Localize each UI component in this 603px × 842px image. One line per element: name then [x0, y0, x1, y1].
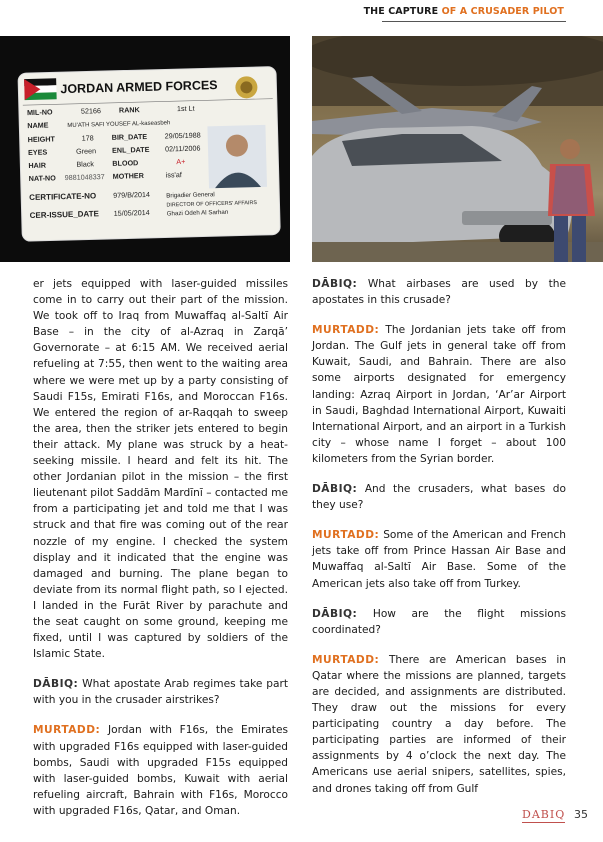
answer-label: MURTADD: — [33, 724, 101, 737]
answer-label: MURTADD: — [312, 324, 380, 337]
card-label-rank: RANK — [118, 105, 140, 115]
card-certificate: 979/B/2014 — [113, 189, 151, 200]
question-label: DĀBIQ: — [33, 678, 79, 691]
card-height: 178 — [81, 133, 94, 143]
running-header — [364, 6, 564, 17]
question-text: What apostate Arab regimes take part with you in the crusader airstrikes? — [33, 678, 288, 707]
answer-block — [312, 652, 566, 797]
answer-block — [312, 527, 566, 591]
id-portrait — [207, 125, 267, 188]
question-text: And the crusaders, what bases do they use? — [312, 483, 566, 512]
card-label-hair: HAIR — [28, 160, 47, 171]
card-blood: A+ — [176, 156, 186, 167]
card-signatory-name: Ghazi Odeh Al Sarhan — [166, 208, 229, 218]
card-name: MU'ATH SAFI YOUSEF AL-kaseasbeh — [67, 120, 171, 130]
answer-block — [33, 722, 288, 819]
pilot-photo-illustration — [312, 36, 603, 262]
card-mother: iss'af — [165, 170, 182, 180]
header-rule — [382, 21, 566, 22]
card-issue-date: 15/05/2014 — [113, 207, 150, 218]
card-label-eyes: EYES — [27, 147, 48, 158]
header-title-accent: OF A CRUSADER PILOT — [441, 6, 564, 17]
interview-paragraph: er jets equipped with laser-guided missiles come in to carry out their part of the mission. We took off to Iraq from Muwaffaq al-Saltī Air Base – in the city of al-Azraq in Zarqā’ Governorate – at 6:15 AM. We received aerial refueling at 7:55, then went to the waiting area where we were met up by a party consisting of Saudi F15s, Emirati F16s, and Moroccan F16s. We entered the region of ar-Raqqah to sweep the area, then the striker jets entered to begin their attack. My plane was struck by a heat-seeking missile. I heard and felt its hit. The other Jordanian pilot in the mission – the first lieutenant pilot Saddām Mardīnī – contacted me from a participating jet and told me that I was struck and that fire was coming out of the rear nozzle of my engine. I checked the system display and it indicated that the engine was damaged and burning. The plane began to deviate from its normal flight path, so I ejected. I landed in the Furāt River by parachute and the seat caught on some ground, keeping me fixed, until I was captured by soldiers of the Islamic State. — [33, 278, 288, 661]
question-block — [312, 276, 566, 308]
left-text-column — [33, 276, 288, 833]
card-signatory-role: DIRECTOR OF OFFICERS' AFFAIRS — [166, 200, 258, 209]
card-label-height: HEIGHT — [27, 134, 55, 145]
card-label-name: NAME — [27, 120, 49, 131]
card-org: JORDAN ARMED FORCES — [60, 78, 218, 97]
card-bir-date: 29/05/1988 — [164, 130, 201, 141]
card-hair: Black — [76, 159, 95, 169]
question-label: DĀBIQ: — [312, 607, 358, 620]
card-eyes: Green — [75, 146, 97, 156]
page-number: 35 — [574, 808, 588, 821]
card-enl-date: 02/11/2006 — [164, 143, 201, 154]
question-block — [312, 481, 566, 513]
id-card-illustration — [0, 36, 290, 262]
card-mil-no: 52166 — [80, 106, 102, 116]
jordan-flag-icon — [24, 78, 57, 100]
answer-text: Jordan with F16s, the Emirates with upgraded F16s equipped with laser-guided bombs, Saudi with upgraded F15s equipped with laser-guided bombs, Kuwait with aerial refueling aircraft, Bahrain with F16s, Morocco with upgraded F16s, Qatar, and Oman. — [33, 724, 288, 817]
answer-label: MURTADD: — [312, 653, 380, 666]
card-signatory-title: Brigadier General — [166, 191, 215, 200]
right-text-column — [312, 276, 566, 811]
card-label-issue-date: CER-ISSUE_DATE — [29, 209, 99, 221]
header-title: THE CAPTURE — [363, 6, 442, 17]
card-label-mother: MOTHER — [112, 171, 144, 181]
answer-text: The Jordanian jets take off from Jordan. The Gulf jets in general take off from Kuwait, Saudi, and Bahrain. There are also some airports designated for emergency landing: Azraq Airport in Jordan, ‘Ar’ar Airport in Saudi, Baghdad International Airport, Kuwaiti International Airport, and an airport in a Turkish city – whose name I forget – about 100 kilometers from the Syrian border. — [312, 324, 566, 465]
card-label-mil-no: MIL-NO — [26, 107, 53, 118]
id-card-photo — [0, 36, 290, 262]
question-block — [312, 606, 566, 638]
card-nat-no: 9881048337 — [64, 172, 105, 183]
answer-label: MURTADD: — [312, 529, 380, 542]
answer-text: Some of the American and French jets take off from Prince Hassan Air Base and Muwaffaq al-Saltī Air Base. Some of the American jets also take off from Turkey. — [312, 529, 566, 590]
question-label: DĀBIQ: — [312, 483, 358, 496]
car — [312, 126, 572, 254]
answer-text: There are American bases in Qatar where the missions are planned, targets are decided, and assignments are distributed. They draw out the missions for every participating country a day before. The participating parties are informed of their assignments by 4 o’clock the next day. The Americans use aerial snipers, satellites, spies, and drones taking off from Gulf — [312, 653, 566, 795]
card-label-certificate: CERTIFICATE-NO — [29, 191, 97, 203]
question-text: How are the flight missions coordinated? — [312, 607, 566, 636]
card-label-enl-date: ENL_DATE — [111, 144, 150, 155]
card-label-bir-date: BIR_DATE — [111, 131, 148, 142]
question-block — [33, 676, 288, 708]
card-label-blood: BLOOD — [112, 158, 139, 168]
card-rank: 1st Lt — [176, 103, 195, 114]
question-label: DĀBIQ: — [312, 278, 358, 290]
pilot-photo — [312, 36, 603, 262]
question-text: What airbases are used by the apostates in this crusade? — [312, 278, 566, 307]
magazine-logo: DABIQ — [522, 808, 566, 821]
answer-block — [312, 322, 566, 467]
card-label-nat-no: NAT-NO — [28, 173, 56, 184]
